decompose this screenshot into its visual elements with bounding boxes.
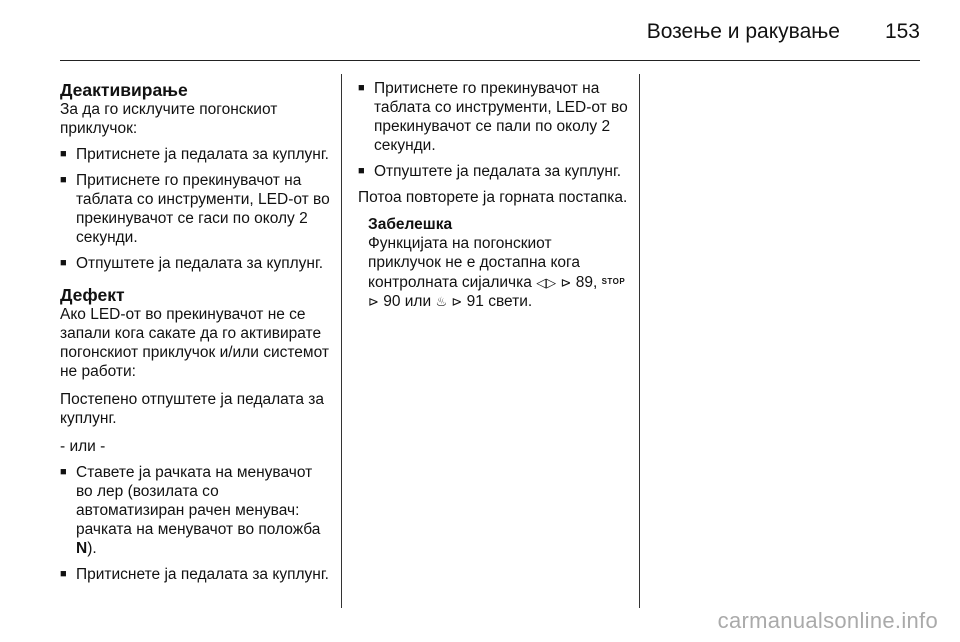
alternative-separator: - или -	[60, 438, 106, 455]
column-divider	[639, 74, 640, 608]
right-column	[358, 79, 628, 311]
defect-instruction: Постепено отпуштете ја педалата за куплунг.	[60, 391, 325, 427]
list-item	[358, 79, 628, 155]
bullet-icon: ■	[60, 174, 67, 186]
bullet-icon: ■	[358, 165, 365, 177]
list-item	[60, 565, 330, 584]
defect-heading: Дефект	[60, 285, 125, 305]
bullet-icon: ■	[358, 82, 365, 94]
reference-arrow-icon: ⊳	[451, 294, 463, 309]
running-header-title: Возење и ракување	[646, 20, 840, 43]
engine-warning-icon: ◁▷	[536, 275, 557, 290]
list-item-text: Отпуштете ја педалата за куплунг.	[76, 255, 324, 272]
list-item	[60, 171, 330, 247]
note-text: Функцијата на погонскиот приклучок не е достапна кога контролната сијаличка	[368, 235, 580, 291]
list-item	[60, 254, 330, 273]
list-item	[60, 145, 330, 164]
deactivation-intro: За да го исклучите погонскиот приклучок:	[60, 101, 278, 137]
list-item-text-end: ).	[87, 540, 97, 557]
stop-icon: STOP	[601, 277, 626, 286]
bullet-icon: ■	[60, 257, 67, 269]
bullet-icon: ■	[60, 568, 67, 580]
list-item-text: Притиснете ја педалата за куплунг.	[76, 566, 329, 583]
watermark: carmanualsonline.info	[717, 608, 938, 633]
gear-position-n: N	[76, 540, 88, 557]
reference-arrow-icon: ⊳	[560, 275, 572, 290]
coolant-temperature-icon: ♨	[435, 294, 448, 309]
list-item-text: Притиснете го прекинувачот на таблата со инструменти, LED-от во прекинувачот се гаси по околу 2 секунди.	[76, 172, 330, 246]
bullet-icon: ■	[60, 148, 67, 160]
repeat-instruction: Потоа повторете ја горната постапка.	[358, 189, 628, 206]
bullet-icon: ■	[60, 466, 67, 478]
column-divider	[341, 74, 342, 608]
page-reference: 90 или	[383, 293, 432, 310]
reference-arrow-icon: ⊳	[368, 294, 379, 309]
note-box	[368, 215, 628, 311]
note-body	[368, 234, 628, 311]
page-reference: 89,	[575, 274, 598, 291]
page-number: 153	[884, 20, 920, 43]
list-item-text: Притиснете ја педалата за куплунг.	[76, 146, 329, 163]
header-rule	[60, 60, 920, 61]
list-item-text: Отпуштете ја педалата за куплунг.	[374, 163, 622, 180]
page-reference: 91 свети.	[466, 293, 533, 310]
list-item-text: Ставете ја рачката на менувачот во лер (возилата со автоматизиран рачен менувач: рачката на менувачот во положба	[76, 464, 321, 538]
left-column	[60, 80, 330, 591]
defect-paragraph: Ако LED-от во прекинувачот не се запали кога сакате да го активирате погонскиот приклучок и/или системот не работи:	[60, 306, 329, 380]
list-item	[358, 162, 628, 181]
note-title: Забелешка	[368, 216, 453, 233]
list-item-text: Притиснете го прекинувачот на таблата со инструменти, LED-от во прекинувачот се пали по околу 2 секунди.	[374, 80, 628, 154]
deactivation-heading: Деактивирање	[60, 80, 188, 100]
list-item	[60, 463, 330, 558]
